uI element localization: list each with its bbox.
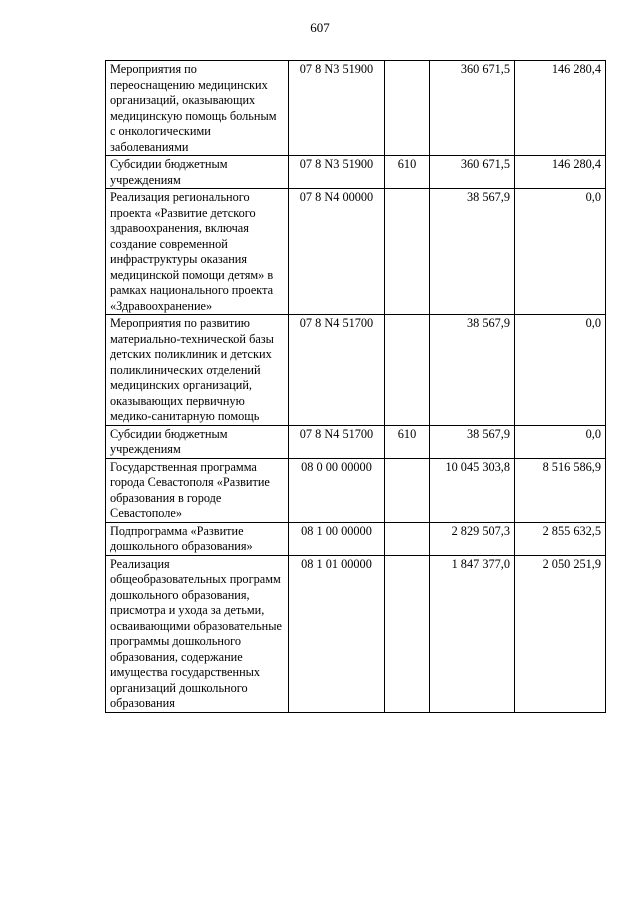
- row-code: 07 8 N4 51700: [289, 315, 385, 426]
- table-row: [106, 61, 606, 156]
- row-sum-1: 360 671,5: [430, 61, 515, 156]
- table-row: [106, 189, 606, 315]
- row-sum-2: 0,0: [515, 425, 606, 458]
- table-row: [106, 555, 606, 712]
- row-expense-type: [385, 189, 430, 315]
- row-sum-1: 1 847 377,0: [430, 555, 515, 712]
- row-code: 07 8 N3 51900: [289, 61, 385, 156]
- page-number: 607: [310, 20, 330, 35]
- row-name: Подпрограмма «Развитие дошкольного образования»: [106, 522, 289, 555]
- row-sum-1: 38 567,9: [430, 315, 515, 426]
- row-sum-2: 2 050 251,9: [515, 555, 606, 712]
- table-row: [106, 458, 606, 522]
- row-sum-1: 38 567,9: [430, 425, 515, 458]
- row-code: 08 1 01 00000: [289, 555, 385, 712]
- row-expense-type: 610: [385, 425, 430, 458]
- table-row: [106, 156, 606, 189]
- row-name: Государственная программа города Севастополя «Развитие образования в городе Севастополе»: [106, 458, 289, 522]
- table-row: [106, 315, 606, 426]
- row-expense-type: [385, 458, 430, 522]
- budget-table: [105, 60, 606, 713]
- row-expense-type: [385, 61, 430, 156]
- row-sum-1: 10 045 303,8: [430, 458, 515, 522]
- row-name: Мероприятия по развитию материально-технической базы детских поликлиник и детских поликлинических отделений медицинских организаций, оказывающих первичную медико-санитарную помощь: [106, 315, 289, 426]
- row-code: 07 8 N4 00000: [289, 189, 385, 315]
- row-sum-1: 2 829 507,3: [430, 522, 515, 555]
- row-sum-2: 146 280,4: [515, 156, 606, 189]
- row-sum-1: 38 567,9: [430, 189, 515, 315]
- row-code: 08 0 00 00000: [289, 458, 385, 522]
- row-sum-1: 360 671,5: [430, 156, 515, 189]
- row-sum-2: 2 855 632,5: [515, 522, 606, 555]
- row-sum-2: 8 516 586,9: [515, 458, 606, 522]
- row-code: 07 8 N4 51700: [289, 425, 385, 458]
- row-expense-type: [385, 315, 430, 426]
- row-sum-2: 146 280,4: [515, 61, 606, 156]
- row-sum-2: 0,0: [515, 189, 606, 315]
- row-name: Субсидии бюджетным учреждениям: [106, 156, 289, 189]
- table-row: [106, 522, 606, 555]
- row-name: Реализация общеобразовательных программ дошкольного образования, присмотра и ухода за детьми, осваивающими образовательные программы дошкольного образования, содержание имущества государственных организаций дошкольного образования: [106, 555, 289, 712]
- row-name: Субсидии бюджетным учреждениям: [106, 425, 289, 458]
- row-name: Мероприятия по переоснащению медицинских организаций, оказывающих медицинскую помощь больным с онкологическими заболеваниями: [106, 61, 289, 156]
- row-code: 07 8 N3 51900: [289, 156, 385, 189]
- table-row: [106, 425, 606, 458]
- row-code: 08 1 00 00000: [289, 522, 385, 555]
- row-expense-type: [385, 555, 430, 712]
- row-expense-type: [385, 522, 430, 555]
- row-expense-type: 610: [385, 156, 430, 189]
- row-sum-2: 0,0: [515, 315, 606, 426]
- row-name: Реализация регионального проекта «Развитие детского здравоохранения, включая создание современной инфраструктуры оказания медицинской помощи детям» в рамках национального проекта «Здравоохранение»: [106, 189, 289, 315]
